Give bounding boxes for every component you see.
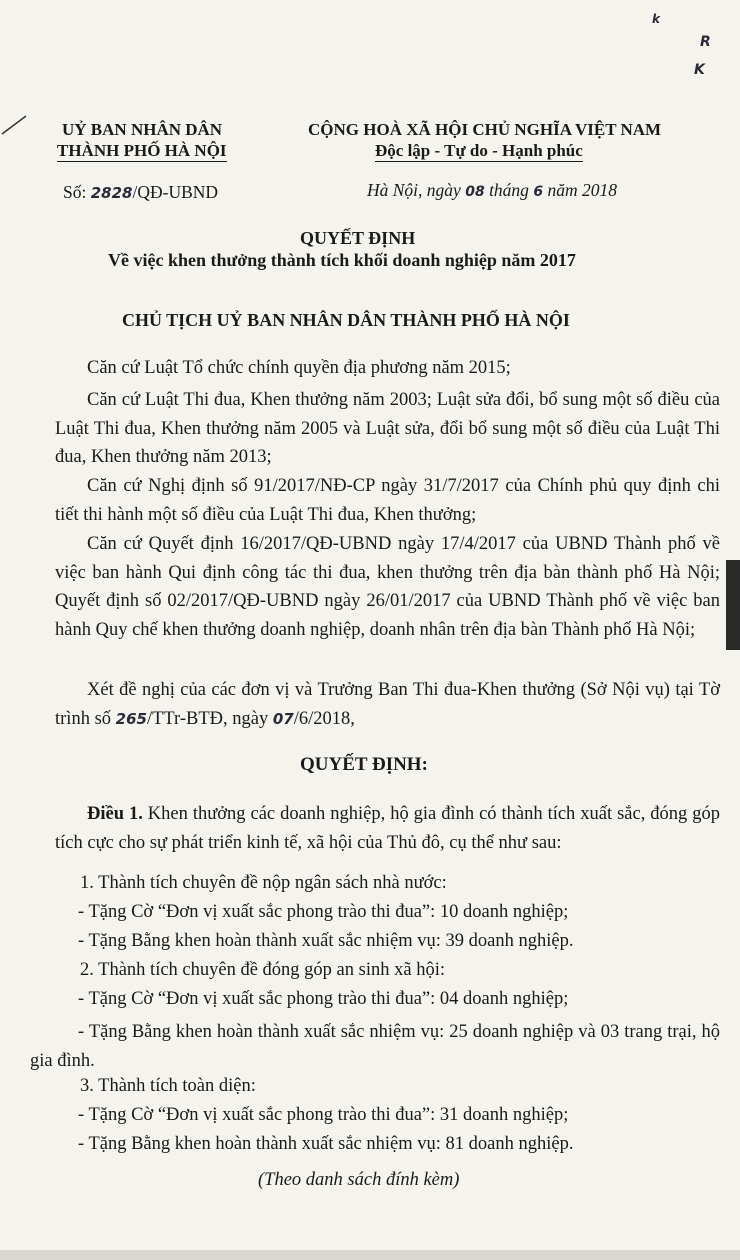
attachment-note: (Theo danh sách đính kèm) xyxy=(258,1170,460,1190)
document-date: Hà Nội, ngày 08 tháng 6 năm 2018 xyxy=(367,180,617,200)
margin-tick-icon xyxy=(0,112,30,136)
national-motto: Độc lập - Tự do - Hạnh phúc xyxy=(375,141,583,160)
preamble-3: Căn cứ Nghị định số 91/2017/NĐ-CP ngày 31/7/2017 của Chính phủ quy định chi tiết thi hành một số điều của Luật Thi đua, Khen thưởng; xyxy=(55,476,720,525)
preamble-4: Căn cứ Quyết định 16/2017/QĐ-UBND ngày 17/4/2017 của UBND Thành phố về việc ban hành Qui định công tác thi đua, khen thưởng trên địa bàn thành phố Hà Nội; Quyết định số 02/2017/QĐ-UBND ngày 26/01/2017 của UBND Thành phố về việc ban hành Quy chế khen thưởng doanh nghiệp, doanh nhân trên địa bàn Thành phố Hà Nội; xyxy=(55,534,720,640)
scan-bottom-edge xyxy=(0,1250,740,1260)
document-number: Số: 2828/QĐ-UBND xyxy=(63,182,219,202)
agency-name-line1: UỶ BAN NHÂN DÂN xyxy=(62,120,223,139)
decision-heading: QUYẾT ĐỊNH: xyxy=(300,754,428,775)
margin-mark-2: K xyxy=(694,62,705,78)
preamble-2: Căn cứ Luật Thi đua, Khen thưởng năm 2003; Luật sửa đổi, bổ sung một số điều của Luật Thi đua, Khen thưởng năm 2005 và Luật sửa, đổi bổ sung một số điều của Luật Thi đua, Khen thưởng năm 2013; xyxy=(55,390,720,467)
preamble-5: Xét đề nghị của các đơn vị và Trưởng Ban Thi đua-Khen thưởng (Sở Nội vụ) tại Tờ trình số 265/TTr-BTĐ, ngày 07/6/2018, xyxy=(55,680,720,729)
agency-name-line2: THÀNH PHỐ HÀ NỘI xyxy=(57,141,227,160)
article-1: Điều 1. Khen thưởng các doanh nghiệp, hộ gia đình có thành tích xuất sắc, đóng góp tích cực cho sự phát triển kinh tế, xã hội của Thủ đô, cụ thể như sau: xyxy=(55,804,721,853)
corner-mark: k xyxy=(652,12,660,26)
scan-edge-shadow xyxy=(726,560,740,650)
section-2-item-1: - Tặng Cờ “Đơn vị xuất sắc phong trào thi đua”: 04 doanh nghiệp; xyxy=(78,989,569,1009)
document-type: QUYẾT ĐỊNH xyxy=(300,228,416,248)
issuing-authority: CHỦ TỊCH UỶ BAN NHÂN DÂN THÀNH PHỐ HÀ NỘI xyxy=(122,310,570,330)
document-subject: Về việc khen thưởng thành tích khối doanh nghiệp năm 2017 xyxy=(108,250,576,270)
section-3-item-2: - Tặng Bằng khen hoàn thành xuất sắc nhiệm vụ: 81 doanh nghiệp. xyxy=(78,1134,574,1154)
section-3-title: 3. Thành tích toàn diện: xyxy=(80,1076,256,1096)
section-2-title: 2. Thành tích chuyên đề đóng góp an sinh xã hội: xyxy=(80,960,445,980)
margin-mark-1: R xyxy=(700,34,711,50)
section-1-title: 1. Thành tích chuyên đề nộp ngân sách nhà nước: xyxy=(80,873,447,893)
section-1-item-1: - Tặng Cờ “Đơn vị xuất sắc phong trào thi đua”: 10 doanh nghiệp; xyxy=(78,902,569,922)
section-1-item-2: - Tặng Bằng khen hoàn thành xuất sắc nhiệm vụ: 39 doanh nghiệp. xyxy=(78,931,574,951)
preamble-1: Căn cứ Luật Tổ chức chính quyền địa phương năm 2015; xyxy=(87,358,511,378)
section-2-item-2: - Tặng Bằng khen hoàn thành xuất sắc nhiệm vụ: 25 doanh nghiệp và 03 trang trại, hộ gia đình. xyxy=(30,1022,720,1071)
national-title: CỘNG HOÀ XÃ HỘI CHỦ NGHĨA VIỆT NAM xyxy=(308,120,662,139)
section-3-item-1: - Tặng Cờ “Đơn vị xuất sắc phong trào thi đua”: 31 doanh nghiệp; xyxy=(78,1105,569,1125)
